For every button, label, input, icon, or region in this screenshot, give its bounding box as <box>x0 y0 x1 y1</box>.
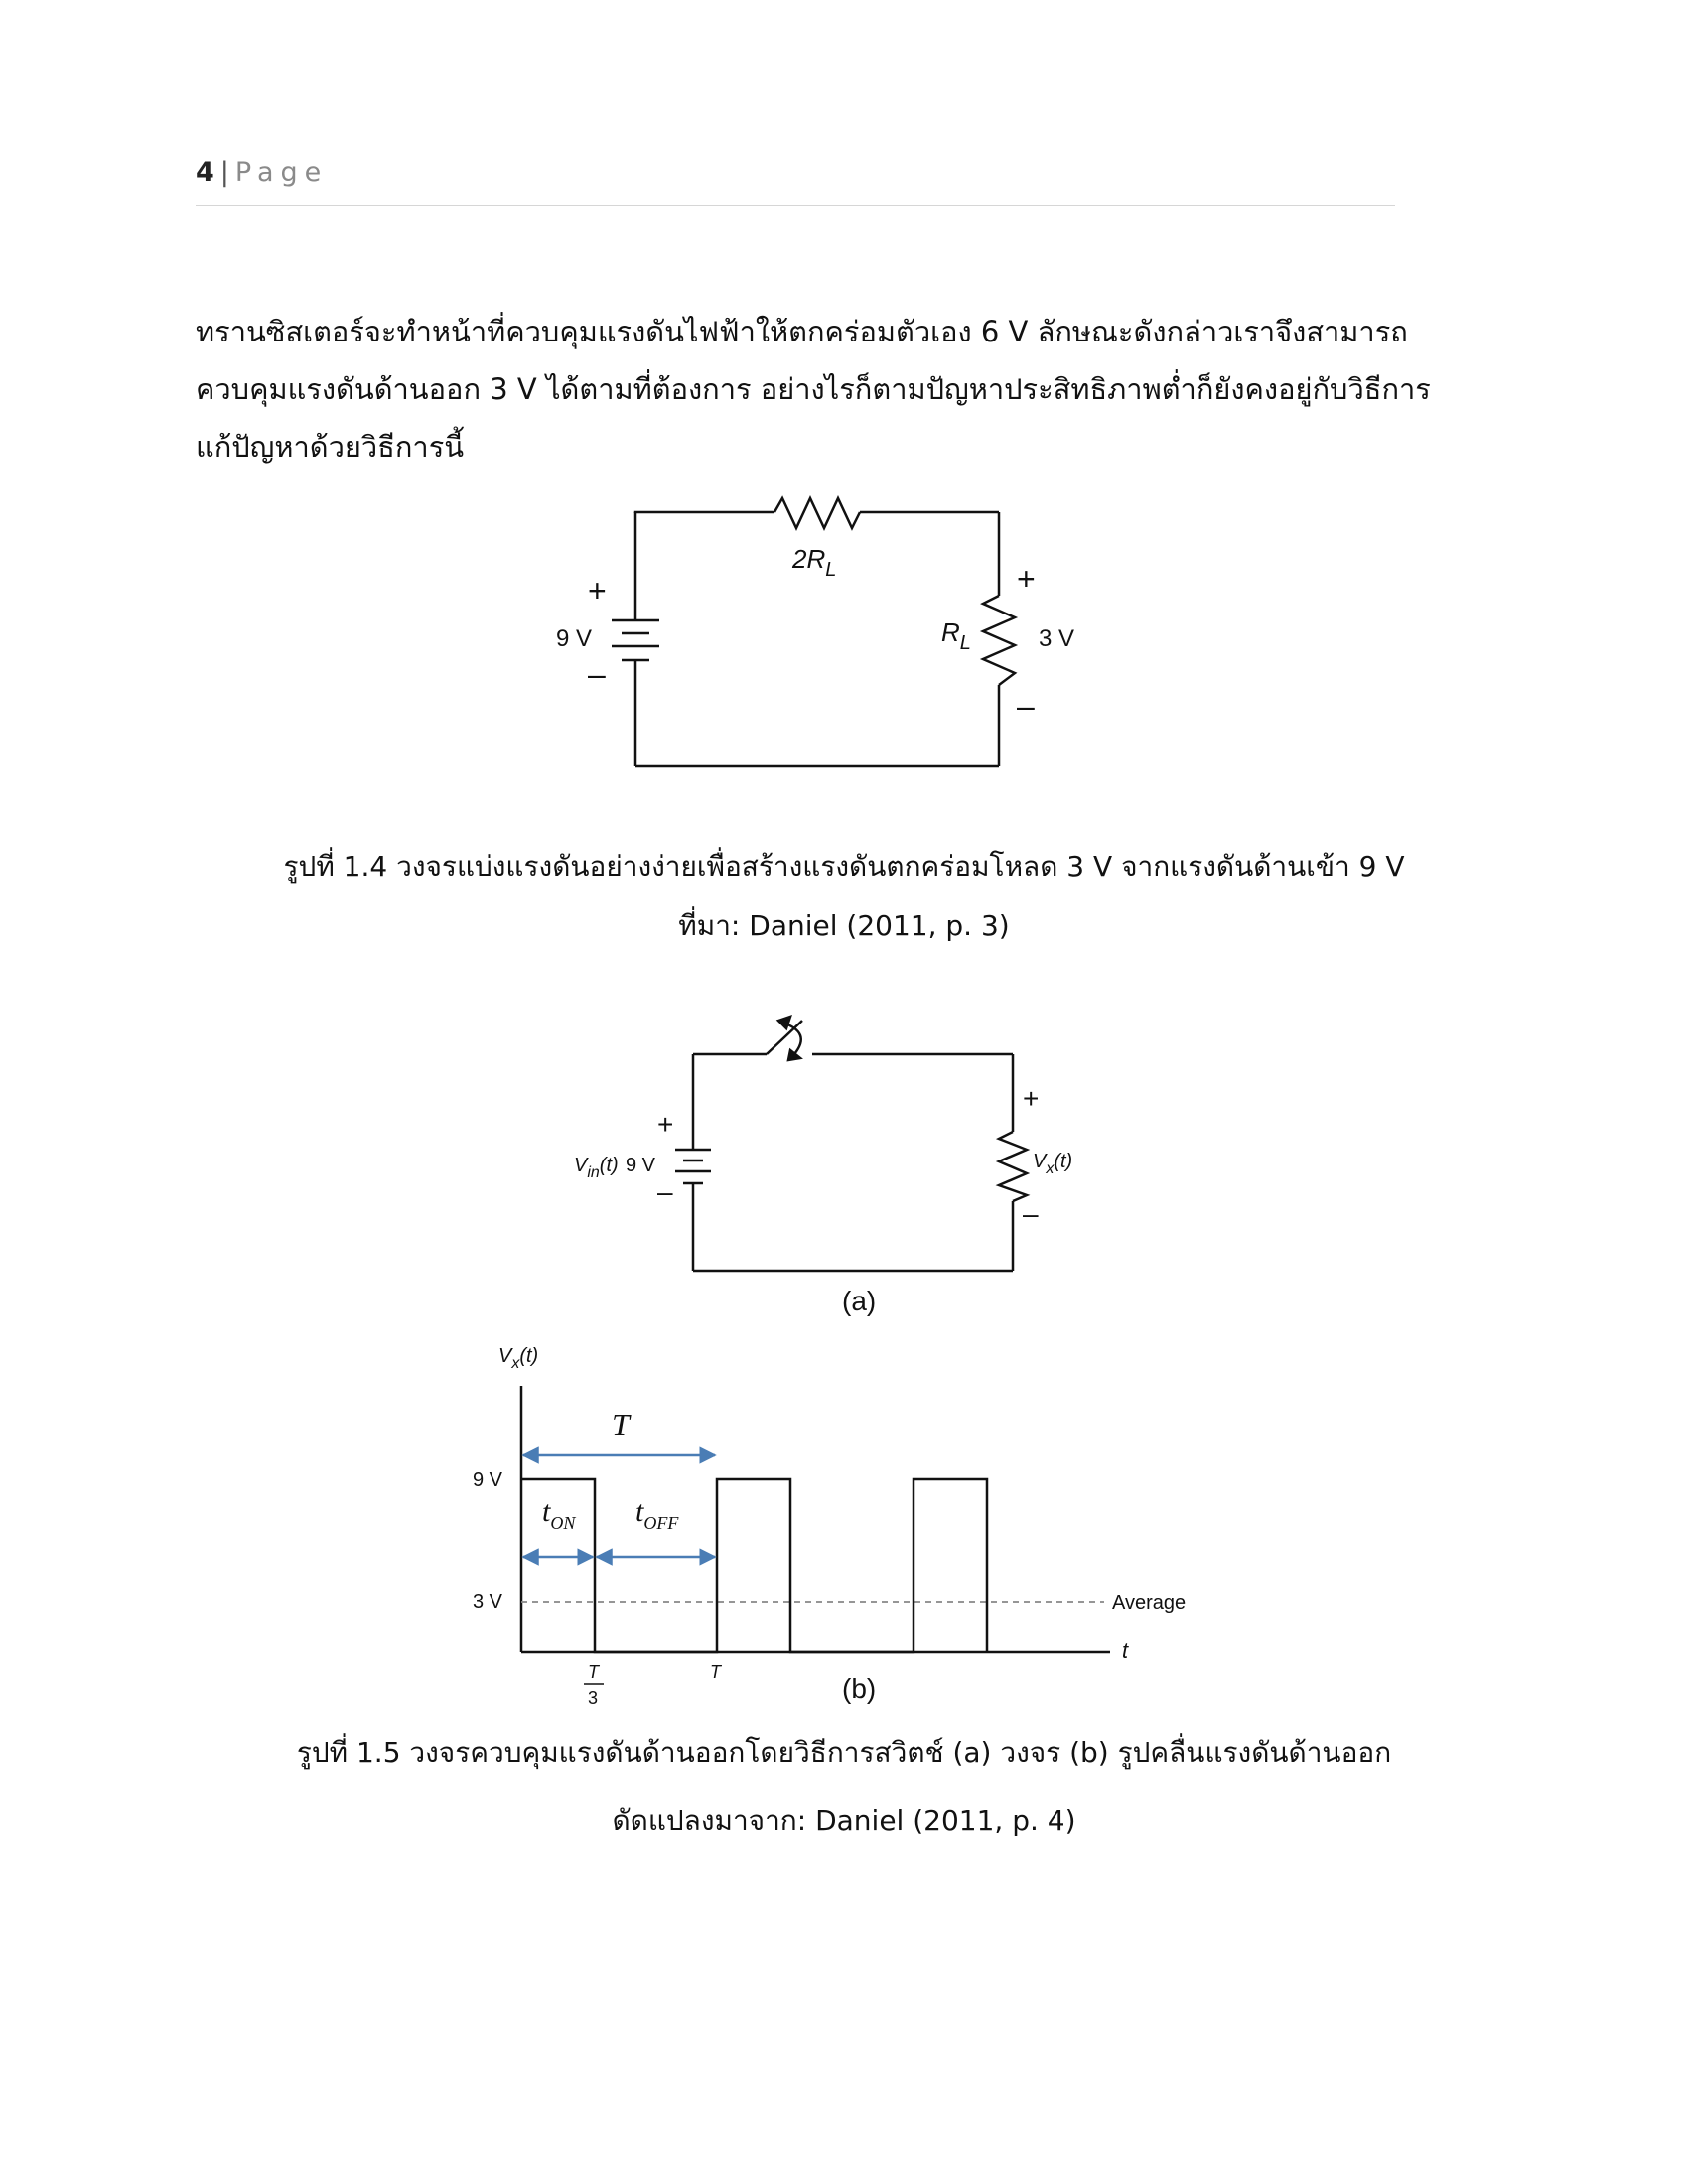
period-label: T <box>612 1407 630 1442</box>
header-rule <box>196 205 1395 206</box>
vx-plus: + <box>1023 1083 1040 1114</box>
y-tick-3v: 3 V <box>473 1591 503 1613</box>
switch-circuit-wires <box>693 1054 1013 1271</box>
vin-plus: + <box>657 1109 674 1140</box>
ton-label: $t_{ON}$ <box>542 1495 576 1533</box>
page-header <box>196 157 328 188</box>
figure-1-5-source: ดัดแปลงมาจาก: Daniel (2011, p. 4) <box>612 1804 1076 1837</box>
figure-1-5-caption: รูปที่ 1.5 วงจรควบคุมแรงดันด้านออกโดยวิธีการสวิตช์ (a) วงจร (b) รูปคลื่นแรงดันด้านออก <box>296 1736 1392 1769</box>
figure-1-4-source: ที่มา: Daniel (2011, p. 3) <box>678 909 1010 942</box>
label-rl: $R_L$ <box>941 617 971 654</box>
resistor-2rl <box>774 498 860 528</box>
square-wave <box>521 1479 987 1652</box>
figure-1-4-caption: รูปที่ 1.4 วงจรแบ่งแรงดันอย่างง่ายเพื่อสร้างแรงดันตกคร่อมโหลด 3 V จากแรงดันด้านเข้า 9 V <box>283 850 1405 883</box>
header-separator: | <box>219 157 229 188</box>
average-label: Average <box>1112 1592 1187 1614</box>
vx-minus: – <box>1023 1198 1039 1229</box>
x-tick-third-num: T <box>588 1662 599 1682</box>
source-plus: + <box>588 573 607 609</box>
page-word: Page <box>234 157 329 188</box>
divider-wires <box>635 512 999 766</box>
paragraph-line: ควบคุมแรงดันด้านออก 3 V ได้ตามที่ต้องการ อย่างไรก็ตามปัญหาประสิทธิภาพต่ำก็ยังคงอยู่กับวิธีการ <box>196 372 1431 406</box>
toff-label: $t_{OFF}$ <box>635 1495 679 1533</box>
battery-9v <box>612 620 659 660</box>
vin-label: $V_{in}(t)$ <box>574 1155 619 1181</box>
x-axis-label: t <box>1122 1638 1129 1663</box>
resistor-rl <box>983 596 1015 685</box>
battery-vin <box>675 1150 711 1183</box>
load-plus: + <box>1017 561 1036 597</box>
paragraph-line: ทรานซิสเตอร์จะทำหน้าที่ควบคุมแรงดันไฟฟ้าให้ตกคร่อมตัวเอง 6 V ลักษณะดังกล่าวเราจึงสามารถ <box>196 315 1408 348</box>
y-axis-label: $V_x(t)$ <box>498 1345 539 1372</box>
vin-value: 9 V <box>626 1155 656 1176</box>
load-voltage: 3 V <box>1039 625 1075 652</box>
vin-minus: – <box>657 1176 673 1207</box>
source-minus: – <box>588 656 606 692</box>
panel-label-a: (a) <box>842 1286 877 1316</box>
page-number: 4 <box>196 157 214 188</box>
y-tick-9v: 9 V <box>473 1469 503 1491</box>
load-minus: – <box>1017 688 1035 724</box>
panel-label-b: (b) <box>842 1673 877 1704</box>
x-tick-third-den: 3 <box>588 1688 599 1707</box>
load-resistor <box>999 1132 1027 1201</box>
source-label-9v: 9 V <box>556 625 593 652</box>
paragraph-line: แก้ปัญหาด้วยวิธีการนี้ <box>196 430 465 464</box>
label-2rl: $2R_L$ <box>792 544 837 581</box>
vx-label: $V_x(t)$ <box>1033 1151 1073 1177</box>
x-tick-period: T <box>710 1662 721 1682</box>
body-paragraph <box>196 303 1431 476</box>
switch-symbol <box>767 1017 802 1060</box>
